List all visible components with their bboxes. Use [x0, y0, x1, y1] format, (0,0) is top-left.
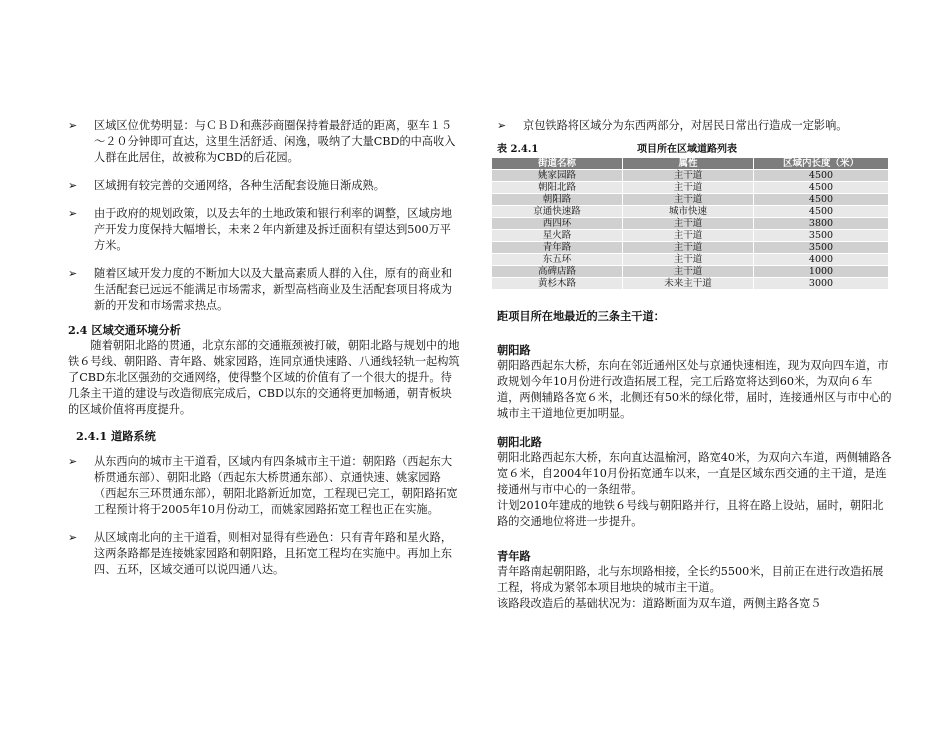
table-cell: 3500	[754, 242, 888, 253]
road-title: 青年路	[497, 549, 531, 563]
table-cell: 主干道	[623, 266, 753, 277]
bullet-text: 从东西向的城市主干道看，区域内有四条城市主干道：朝阳路（西起东大桥贯通东部）、朝阳北路（西起东大桥贯通东部）、京通快速、姚家园路（西起东三环贯通东部），朝阳北路新近加宽，工程现已完工，朝阳路拓宽工程预计将于2005年10月份动工，而姚家园路拓宽工程也正在实施。	[94, 455, 458, 516]
table-row	[492, 266, 888, 277]
table-cell: 星火路	[492, 230, 622, 241]
table-cell: 城市快速	[623, 206, 753, 217]
table-cell: 朝阳北路	[492, 182, 622, 193]
arrow-bullet-icon: ➢	[68, 179, 78, 192]
table-header: 街道名称	[492, 158, 622, 169]
table-title: 项目所在区域道路列表	[637, 144, 737, 155]
bullet-text: 随着区域开发力度的不断加大以及大量高素质人群的入住，原有的商业和生活配套已远远不能满足市场需求，新型高档商业及生活配套项目将成为新的开发和市场需求热点。	[94, 267, 453, 312]
table-cell: 朝阳路	[492, 194, 622, 205]
bullet-item	[497, 118, 892, 134]
table-cell: 3500	[754, 230, 888, 241]
nearest-roads-title: 距项目所在地最近的三条主干道：	[497, 309, 665, 323]
table-cell: 主干道	[623, 170, 753, 181]
table-cell: 高碑店路	[492, 266, 622, 277]
table-cell: 青年路	[492, 242, 622, 253]
bullet-item	[68, 206, 460, 254]
bullet-text: 由于政府的规划政策，以及去年的土地政策和银行利率的调整，区域房地产开发力度保持大幅增长，未来２年内新建及拆迁面积有望达到500万平方米。	[94, 207, 453, 252]
table-cell: 京通快速路	[492, 206, 622, 217]
table-cell: 4500	[754, 182, 888, 193]
left-column	[68, 118, 460, 590]
table-header-row	[492, 158, 888, 169]
road-description: 计划2010年建成的地铁６号线与朝阳路并行，且将在路上设站，届时，朝阳北路的交通地位将进一步提升。	[497, 499, 884, 528]
road-title: 朝阳路	[497, 343, 531, 357]
table-cell: 3800	[754, 218, 888, 229]
table-cell: 西四环	[492, 218, 622, 229]
table-cell: 主干道	[623, 218, 753, 229]
table-row	[492, 206, 888, 217]
arrow-bullet-icon: ➢	[68, 207, 78, 220]
road-title: 朝阳北路	[497, 435, 542, 449]
table-number: 表 2.4.1	[497, 144, 539, 155]
arrow-bullet-icon: ➢	[68, 531, 78, 544]
table-cell: 主干道	[623, 194, 753, 205]
table-cell: 3000	[754, 278, 888, 289]
table-row	[492, 170, 888, 181]
bullet-item	[68, 454, 460, 518]
table-cell: 东五环	[492, 254, 622, 265]
table-header: 属性	[623, 158, 753, 169]
table-cell: 姚家园路	[492, 170, 622, 181]
table-cell: 1000	[754, 266, 888, 277]
table-cell: 主干道	[623, 182, 753, 193]
table-header: 区域内长度（米）	[754, 158, 888, 169]
table-cell: 主干道	[623, 242, 753, 253]
road-description: 朝阳北路西起东大桥，东向直达温榆河，路宽40米，为双向六车道，两侧辅路各宽６米，自2004年10月份拓宽通车以来，一直是区域东西交通的主干道，是连接通州与市中心的一条纽带。	[497, 451, 892, 496]
table-cell: 4500	[754, 206, 888, 217]
section-paragraph: 随着朝阳北路的贯通，北京东部的交通瓶颈被打破，朝阳北路与规划中的地铁６号线、朝阳路、青年路、姚家园路，连同京通快速路、八通线轻轨一起构筑了CBD东北区强劲的交通网络，使得整个区域的价值有了一个很大的提升。待几条主干道的建设与改造彻底完成后，CBD以东的交通将更加畅通，朝青板块的区域价值将再度提升。	[68, 339, 460, 416]
bullet-item	[68, 118, 460, 166]
table-caption	[497, 140, 892, 155]
table-row	[492, 230, 888, 241]
road-description: 朝阳路西起东大桥，东向在邻近通州区处与京通快速相连，现为双向四车道，市政规划今年10月份进行改造拓展工程，完工后路宽将达到60米，为双向６车道，两侧辅路各宽６米，北侧还有50米的绿化带，届时，连接通州区与市中心的城市主干道地位更加明显。	[497, 359, 892, 420]
bullet-item	[68, 178, 460, 194]
table-row	[492, 242, 888, 253]
table-cell: 黄杉木路	[492, 278, 622, 289]
table-cell: 主干道	[623, 254, 753, 265]
table-cell: 未来主干道	[623, 278, 753, 289]
table-cell: 4500	[754, 194, 888, 205]
bullet-text: 区域拥有较完善的交通网络，各种生活配套设施日渐成熟。	[94, 179, 385, 192]
road-description: 该路段改造后的基础状况为：道路断面为双车道，两侧主路各宽５	[497, 597, 822, 610]
road-table	[491, 157, 889, 290]
bullet-text: 区域区位优势明显：与ＣＢＤ和燕莎商圈保持着最舒适的距离，驱车１５～２０分钟即可直达，这里生活舒适、闲逸，吸纳了大量CBD的中高收入人群在此居住，故被称为CBD的后花园。	[94, 119, 456, 164]
table-row	[492, 278, 888, 289]
arrow-bullet-icon: ➢	[68, 267, 78, 280]
arrow-bullet-icon: ➢	[68, 455, 78, 468]
right-column	[497, 118, 892, 612]
arrow-bullet-icon: ➢	[497, 119, 507, 132]
table-row	[492, 194, 888, 205]
bullet-text: 从区域南北向的主干道看，则相对显得有些逊色：只有青年路和星火路，这两条路都是连接姚家园路和朝阳路，且拓宽工程均在实施中。再加上东四、五环，区域交通可以说四通八达。	[94, 531, 453, 576]
road-description: 青年路南起朝阳路，北与东坝路相接，全长约5500米，目前正在进行改造拓展工程，将成为紧邻本项目地块的城市主干道。	[497, 565, 884, 594]
table-row	[492, 182, 888, 193]
table-row	[492, 218, 888, 229]
bullet-item	[68, 266, 460, 314]
subsection-title: 2.4.1 道路系统	[76, 429, 156, 443]
section-title: 2.4 区域交通环境分析	[68, 323, 181, 337]
arrow-bullet-icon: ➢	[68, 119, 78, 132]
table-row	[492, 254, 888, 265]
bullet-item	[68, 530, 460, 578]
table-cell: 4500	[754, 170, 888, 181]
table-cell: 4000	[754, 254, 888, 265]
bullet-text: 京包铁路将区域分为东西两部分，对居民日常出行造成一定影响。	[523, 119, 848, 132]
table-cell: 主干道	[623, 230, 753, 241]
